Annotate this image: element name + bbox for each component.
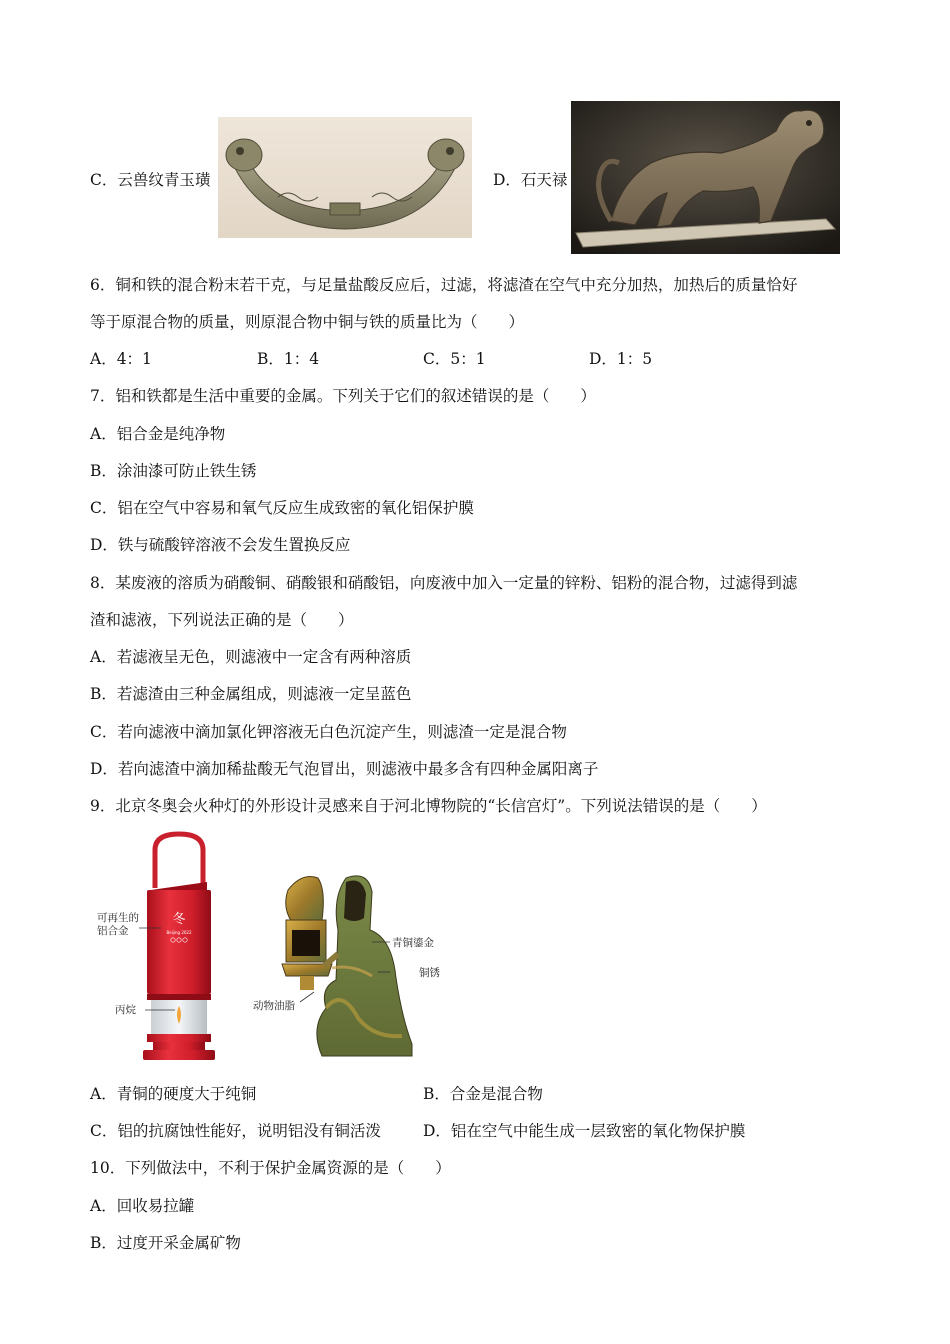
q6-stem-line2: 等于原混合物的质量，则原混合物中铜与铁的质量比为（ ）	[90, 313, 525, 331]
q6-option-a: A．4：1	[90, 350, 152, 368]
q10-stem: 10．下列做法中，不利于保护金属资源的是（ ）	[90, 1159, 451, 1177]
q9-option-c: C．铝的抗腐蚀性能好，说明铝没有铜活泼	[90, 1122, 381, 1140]
q7-stem: 7．铝和铁都是生活中重要的金属。下列关于它们的叙述错误的是（ ）	[90, 387, 596, 405]
q10-option-a: A．回收易拉罐	[90, 1197, 195, 1215]
q10-option-b: B．过度开采金属矿物	[90, 1234, 241, 1252]
verdigris-label: 铜锈	[419, 967, 440, 979]
q7-option-c: C．铝在空气中容易和氧气反应生成致密的氧化铝保护膜	[90, 499, 474, 517]
q7-option-b: B．涂油漆可防止铁生锈	[90, 462, 257, 480]
q6-option-d: D．1：5	[589, 350, 653, 368]
alloy-label: 可再生的 铝合金	[97, 912, 139, 937]
q5-option-d: D．石天禄	[493, 171, 568, 189]
q8-option-d: D．若向滤渣中滴加稀盐酸无气泡冒出，则滤液中最多含有四种金属阳离子	[90, 760, 599, 778]
q8-stem-line2: 渣和滤液，下列说法正确的是（ ）	[90, 611, 354, 629]
jade-huang-image	[218, 117, 472, 238]
q9-option-a: A．青铜的硬度大于纯铜	[90, 1085, 257, 1103]
q6-option-c: C．5：1	[423, 350, 486, 368]
q9-stem: 9．北京冬奥会火种灯的外形设计灵感来自于河北博物院的“长信宫灯”。下列说法错误的是（ ）	[90, 797, 767, 815]
q9-option-b: B．合金是混合物	[423, 1085, 543, 1103]
q7-option-a: A．铝合金是纯净物	[90, 425, 226, 443]
q8-option-c: C．若向滤液中滴加氯化钾溶液无白色沉淀产生，则滤渣一定是混合物	[90, 723, 567, 741]
q6-stem-line1: 6．铜和铁的混合粉末若干克，与足量盐酸反应后，过滤，将滤渣在空气中充分加热，加热后的质量恰好	[90, 276, 798, 294]
propane-label: 丙烷	[115, 1004, 136, 1016]
q5-option-c: C．云兽纹青玉璜	[90, 171, 211, 189]
changxin-palace-lamp-figure	[262, 868, 422, 1064]
stone-tianlu-image	[571, 101, 840, 254]
lantern-emblem-text: Beijing 2022	[166, 930, 192, 935]
q8-option-b: B．若滤渣由三种金属组成，则滤液一定呈蓝色	[90, 685, 412, 703]
q6-option-b: B．1：4	[257, 350, 320, 368]
q8-stem-line1: 8．某废液的溶质为硝酸铜、硝酸银和硝酸铝，向废液中加入一定量的锌粉、铝粉的混合物，过滤得到滤	[90, 574, 798, 592]
flame-lantern-figure	[95, 830, 255, 1066]
q7-option-d: D．铁与硫酸锌溶液不会发生置换反应	[90, 536, 351, 554]
gilt-bronze-label: 青铜鎏金	[392, 937, 434, 949]
q9-option-d: D．铝在空气中能生成一层致密的氧化物保护膜	[423, 1122, 746, 1140]
q8-option-a: A．若滤液呈无色，则滤液中一定含有两种溶质	[90, 648, 412, 666]
svg-text:冬: 冬	[172, 912, 186, 927]
animal-fat-label: 动物油脂	[253, 1000, 295, 1012]
